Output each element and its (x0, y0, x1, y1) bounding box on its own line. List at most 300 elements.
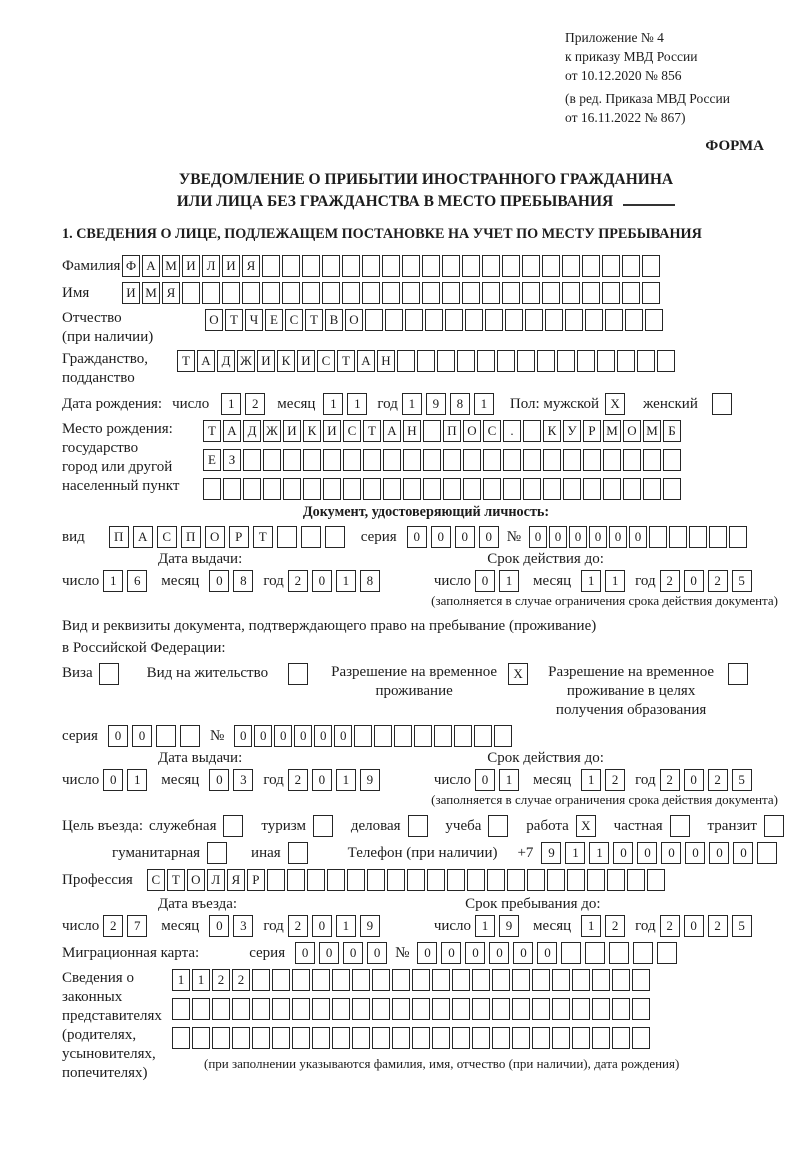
char-cell[interactable] (352, 998, 370, 1020)
char-cell[interactable] (522, 255, 540, 277)
char-cell[interactable]: 1 (127, 769, 147, 791)
char-cell[interactable] (412, 1027, 430, 1049)
char-cell[interactable]: 1 (475, 915, 495, 937)
char-cell[interactable]: 0 (319, 942, 339, 964)
char-cell[interactable]: И (122, 282, 140, 304)
char-cell[interactable]: . (503, 420, 521, 442)
char-cell[interactable] (223, 478, 241, 500)
char-cell[interactable] (637, 350, 655, 372)
char-cell[interactable] (565, 309, 583, 331)
char-cell[interactable] (156, 725, 176, 747)
char-cell[interactable]: С (317, 350, 335, 372)
sex-male-checkbox[interactable]: X (605, 393, 625, 415)
char-cell[interactable] (452, 1027, 470, 1049)
char-cell[interactable]: 9 (541, 842, 561, 864)
char-cell[interactable] (503, 449, 521, 471)
char-cell[interactable]: 1 (499, 570, 519, 592)
char-cell[interactable]: Т (363, 420, 381, 442)
char-cell[interactable] (397, 350, 415, 372)
char-cell[interactable] (482, 282, 500, 304)
char-cell[interactable] (602, 282, 620, 304)
sex-female-checkbox[interactable] (712, 393, 732, 415)
char-cell[interactable] (532, 1027, 550, 1049)
char-cell[interactable] (383, 449, 401, 471)
char-cell[interactable]: А (223, 420, 241, 442)
char-cell[interactable]: 8 (360, 570, 380, 592)
char-cell[interactable] (572, 969, 590, 991)
char-cell[interactable]: 0 (209, 570, 229, 592)
char-cell[interactable] (462, 255, 480, 277)
char-cell[interactable] (365, 309, 383, 331)
char-cell[interactable]: К (303, 420, 321, 442)
char-cell[interactable]: М (162, 255, 180, 277)
char-cell[interactable]: М (603, 420, 621, 442)
purpose-tourism-checkbox[interactable] (313, 815, 333, 837)
char-cell[interactable]: Д (217, 350, 235, 372)
char-cell[interactable]: Н (377, 350, 395, 372)
purpose-private-checkbox[interactable] (670, 815, 690, 837)
char-cell[interactable]: 0 (312, 915, 332, 937)
char-cell[interactable]: 2 (245, 393, 265, 415)
char-cell[interactable] (492, 1027, 510, 1049)
char-cell[interactable] (457, 350, 475, 372)
char-cell[interactable]: Л (202, 255, 220, 277)
char-cell[interactable] (312, 969, 330, 991)
char-cell[interactable] (372, 1027, 390, 1049)
char-cell[interactable] (563, 478, 581, 500)
char-cell[interactable]: 0 (455, 526, 475, 548)
char-cell[interactable]: 0 (629, 526, 647, 548)
char-cell[interactable] (432, 998, 450, 1020)
char-cell[interactable] (532, 969, 550, 991)
purpose-other-checkbox[interactable] (288, 842, 308, 864)
char-cell[interactable] (572, 998, 590, 1020)
char-cell[interactable]: 2 (232, 969, 250, 991)
char-cell[interactable] (583, 478, 601, 500)
char-cell[interactable] (272, 969, 290, 991)
char-cell[interactable] (383, 478, 401, 500)
char-cell[interactable]: 0 (569, 526, 587, 548)
char-cell[interactable]: А (383, 420, 401, 442)
char-cell[interactable] (609, 942, 629, 964)
char-cell[interactable] (452, 998, 470, 1020)
char-cell[interactable] (422, 282, 440, 304)
char-cell[interactable]: 1 (605, 570, 625, 592)
char-cell[interactable] (472, 1027, 490, 1049)
char-cell[interactable] (557, 350, 575, 372)
char-cell[interactable] (729, 526, 747, 548)
char-cell[interactable] (243, 478, 261, 500)
char-cell[interactable] (642, 255, 660, 277)
char-cell[interactable] (642, 282, 660, 304)
char-cell[interactable]: 5 (732, 769, 752, 791)
char-cell[interactable] (585, 942, 605, 964)
char-cell[interactable] (572, 1027, 590, 1049)
residence-permit-checkbox[interactable] (288, 663, 308, 685)
char-cell[interactable] (597, 350, 615, 372)
char-cell[interactable]: 1 (347, 393, 367, 415)
char-cell[interactable] (403, 478, 421, 500)
char-cell[interactable]: 0 (684, 915, 704, 937)
char-cell[interactable]: 5 (732, 570, 752, 592)
char-cell[interactable] (663, 449, 681, 471)
char-cell[interactable]: 0 (209, 915, 229, 937)
char-cell[interactable] (561, 942, 581, 964)
char-cell[interactable]: 5 (732, 915, 752, 937)
char-cell[interactable]: 2 (708, 915, 728, 937)
char-cell[interactable] (587, 869, 605, 891)
char-cell[interactable]: 0 (295, 942, 315, 964)
char-cell[interactable] (454, 725, 472, 747)
char-cell[interactable] (172, 1027, 190, 1049)
char-cell[interactable] (603, 449, 621, 471)
char-cell[interactable] (203, 478, 221, 500)
char-cell[interactable]: 0 (537, 942, 557, 964)
char-cell[interactable] (472, 998, 490, 1020)
char-cell[interactable] (437, 350, 455, 372)
char-cell[interactable] (512, 998, 530, 1020)
char-cell[interactable]: 0 (254, 725, 272, 747)
char-cell[interactable] (363, 478, 381, 500)
purpose-humanitarian-checkbox[interactable] (207, 842, 227, 864)
char-cell[interactable] (474, 725, 492, 747)
char-cell[interactable] (612, 998, 630, 1020)
char-cell[interactable]: О (623, 420, 641, 442)
char-cell[interactable]: 0 (312, 769, 332, 791)
char-cell[interactable] (645, 309, 663, 331)
char-cell[interactable]: И (297, 350, 315, 372)
char-cell[interactable]: А (197, 350, 215, 372)
purpose-study-checkbox[interactable] (488, 815, 508, 837)
char-cell[interactable]: 1 (103, 570, 123, 592)
char-cell[interactable] (552, 1027, 570, 1049)
char-cell[interactable] (212, 998, 230, 1020)
char-cell[interactable]: 1 (336, 570, 356, 592)
char-cell[interactable]: 9 (426, 393, 446, 415)
char-cell[interactable] (352, 1027, 370, 1049)
char-cell[interactable] (322, 255, 340, 277)
char-cell[interactable]: 0 (685, 842, 705, 864)
char-cell[interactable]: 0 (661, 842, 681, 864)
char-cell[interactable]: 0 (312, 570, 332, 592)
char-cell[interactable]: 0 (417, 942, 437, 964)
char-cell[interactable] (382, 282, 400, 304)
char-cell[interactable]: С (147, 869, 165, 891)
char-cell[interactable]: 0 (314, 725, 332, 747)
char-cell[interactable]: 0 (637, 842, 657, 864)
char-cell[interactable] (292, 1027, 310, 1049)
char-cell[interactable] (622, 282, 640, 304)
char-cell[interactable]: Д (243, 420, 261, 442)
char-cell[interactable] (423, 478, 441, 500)
char-cell[interactable]: 1 (336, 769, 356, 791)
char-cell[interactable]: 9 (360, 769, 380, 791)
char-cell[interactable] (343, 478, 361, 500)
char-cell[interactable]: 7 (127, 915, 147, 937)
char-cell[interactable]: Т (305, 309, 323, 331)
char-cell[interactable]: 1 (323, 393, 343, 415)
char-cell[interactable]: 2 (605, 769, 625, 791)
char-cell[interactable] (242, 282, 260, 304)
char-cell[interactable] (563, 449, 581, 471)
char-cell[interactable] (532, 998, 550, 1020)
char-cell[interactable] (483, 478, 501, 500)
char-cell[interactable]: С (285, 309, 303, 331)
char-cell[interactable] (252, 998, 270, 1020)
char-cell[interactable]: 0 (334, 725, 352, 747)
char-cell[interactable] (505, 309, 523, 331)
char-cell[interactable] (562, 282, 580, 304)
char-cell[interactable] (487, 869, 505, 891)
char-cell[interactable] (482, 255, 500, 277)
char-cell[interactable]: С (157, 526, 177, 548)
char-cell[interactable] (412, 998, 430, 1020)
char-cell[interactable] (543, 449, 561, 471)
char-cell[interactable]: 0 (613, 842, 633, 864)
char-cell[interactable]: О (187, 869, 205, 891)
char-cell[interactable] (232, 1027, 250, 1049)
char-cell[interactable] (643, 449, 661, 471)
char-cell[interactable] (463, 449, 481, 471)
char-cell[interactable] (362, 282, 380, 304)
char-cell[interactable]: 1 (581, 570, 601, 592)
char-cell[interactable] (485, 309, 503, 331)
char-cell[interactable] (617, 350, 635, 372)
char-cell[interactable] (212, 1027, 230, 1049)
char-cell[interactable] (605, 309, 623, 331)
char-cell[interactable] (180, 725, 200, 747)
char-cell[interactable] (403, 449, 421, 471)
char-cell[interactable] (523, 420, 541, 442)
purpose-transit-checkbox[interactable] (764, 815, 784, 837)
char-cell[interactable]: 0 (431, 526, 451, 548)
char-cell[interactable]: 0 (733, 842, 753, 864)
char-cell[interactable] (477, 350, 495, 372)
char-cell[interactable] (292, 998, 310, 1020)
char-cell[interactable]: П (109, 526, 129, 548)
char-cell[interactable]: Ф (122, 255, 140, 277)
char-cell[interactable] (302, 255, 320, 277)
char-cell[interactable] (392, 969, 410, 991)
char-cell[interactable] (592, 1027, 610, 1049)
char-cell[interactable] (307, 869, 325, 891)
char-cell[interactable] (443, 478, 461, 500)
char-cell[interactable] (627, 869, 645, 891)
char-cell[interactable] (302, 282, 320, 304)
char-cell[interactable]: 1 (499, 769, 519, 791)
char-cell[interactable]: Я (242, 255, 260, 277)
char-cell[interactable] (465, 309, 483, 331)
char-cell[interactable] (537, 350, 555, 372)
char-cell[interactable] (583, 449, 601, 471)
char-cell[interactable]: 1 (474, 393, 494, 415)
char-cell[interactable]: Н (403, 420, 421, 442)
char-cell[interactable]: М (643, 420, 661, 442)
char-cell[interactable] (387, 869, 405, 891)
char-cell[interactable] (263, 478, 281, 500)
char-cell[interactable] (502, 282, 520, 304)
char-cell[interactable] (523, 478, 541, 500)
char-cell[interactable] (432, 969, 450, 991)
char-cell[interactable] (385, 309, 403, 331)
char-cell[interactable] (632, 969, 650, 991)
char-cell[interactable]: 1 (589, 842, 609, 864)
char-cell[interactable] (402, 282, 420, 304)
char-cell[interactable] (512, 1027, 530, 1049)
char-cell[interactable] (301, 526, 321, 548)
char-cell[interactable]: 3 (233, 915, 253, 937)
char-cell[interactable]: 2 (660, 769, 680, 791)
char-cell[interactable] (562, 255, 580, 277)
char-cell[interactable]: 0 (234, 725, 252, 747)
char-cell[interactable] (252, 1027, 270, 1049)
char-cell[interactable]: 0 (367, 942, 387, 964)
char-cell[interactable] (362, 255, 380, 277)
char-cell[interactable] (267, 869, 285, 891)
char-cell[interactable]: 0 (343, 942, 363, 964)
char-cell[interactable] (522, 282, 540, 304)
char-cell[interactable] (342, 255, 360, 277)
char-cell[interactable]: Р (247, 869, 265, 891)
char-cell[interactable] (272, 998, 290, 1020)
char-cell[interactable]: Я (227, 869, 245, 891)
char-cell[interactable]: И (257, 350, 275, 372)
char-cell[interactable]: Р (229, 526, 249, 548)
char-cell[interactable]: 2 (212, 969, 230, 991)
char-cell[interactable]: 1 (581, 769, 601, 791)
char-cell[interactable] (592, 998, 610, 1020)
char-cell[interactable] (322, 282, 340, 304)
char-cell[interactable]: 9 (499, 915, 519, 937)
char-cell[interactable] (372, 998, 390, 1020)
char-cell[interactable]: Т (337, 350, 355, 372)
char-cell[interactable]: 0 (529, 526, 547, 548)
char-cell[interactable] (443, 449, 461, 471)
char-cell[interactable]: Я (162, 282, 180, 304)
char-cell[interactable] (363, 449, 381, 471)
char-cell[interactable] (582, 255, 600, 277)
char-cell[interactable] (182, 282, 200, 304)
char-cell[interactable] (312, 1027, 330, 1049)
char-cell[interactable]: 2 (288, 570, 308, 592)
char-cell[interactable] (657, 942, 677, 964)
char-cell[interactable]: Т (253, 526, 273, 548)
char-cell[interactable] (392, 1027, 410, 1049)
char-cell[interactable]: 1 (565, 842, 585, 864)
char-cell[interactable] (392, 998, 410, 1020)
char-cell[interactable]: 0 (475, 570, 495, 592)
char-cell[interactable]: 0 (684, 769, 704, 791)
char-cell[interactable]: 1 (581, 915, 601, 937)
char-cell[interactable]: 2 (660, 570, 680, 592)
char-cell[interactable] (552, 969, 570, 991)
char-cell[interactable]: Р (583, 420, 601, 442)
char-cell[interactable] (303, 478, 321, 500)
char-cell[interactable]: Е (265, 309, 283, 331)
char-cell[interactable]: 0 (549, 526, 567, 548)
char-cell[interactable]: 0 (132, 725, 152, 747)
char-cell[interactable] (643, 478, 661, 500)
char-cell[interactable] (452, 969, 470, 991)
char-cell[interactable] (442, 255, 460, 277)
temp-residence-checkbox[interactable]: X (508, 663, 528, 685)
char-cell[interactable] (542, 282, 560, 304)
char-cell[interactable]: А (133, 526, 153, 548)
char-cell[interactable]: 2 (103, 915, 123, 937)
char-cell[interactable] (343, 449, 361, 471)
char-cell[interactable] (402, 255, 420, 277)
char-cell[interactable] (492, 969, 510, 991)
char-cell[interactable] (663, 478, 681, 500)
char-cell[interactable] (272, 1027, 290, 1049)
char-cell[interactable] (222, 282, 240, 304)
char-cell[interactable] (507, 869, 525, 891)
char-cell[interactable]: Е (203, 449, 221, 471)
purpose-official-checkbox[interactable] (223, 815, 243, 837)
char-cell[interactable] (262, 255, 280, 277)
char-cell[interactable]: 0 (479, 526, 499, 548)
char-cell[interactable] (612, 969, 630, 991)
char-cell[interactable]: 0 (513, 942, 533, 964)
char-cell[interactable]: 1 (402, 393, 422, 415)
char-cell[interactable] (545, 309, 563, 331)
char-cell[interactable]: П (181, 526, 201, 548)
char-cell[interactable]: С (343, 420, 361, 442)
char-cell[interactable] (547, 869, 565, 891)
char-cell[interactable] (447, 869, 465, 891)
char-cell[interactable]: И (323, 420, 341, 442)
char-cell[interactable] (503, 478, 521, 500)
char-cell[interactable] (689, 526, 707, 548)
char-cell[interactable]: 0 (709, 842, 729, 864)
char-cell[interactable] (243, 449, 261, 471)
char-cell[interactable]: Т (225, 309, 243, 331)
char-cell[interactable]: 2 (708, 570, 728, 592)
char-cell[interactable]: 8 (233, 570, 253, 592)
char-cell[interactable]: Т (203, 420, 221, 442)
char-cell[interactable] (417, 350, 435, 372)
char-cell[interactable] (467, 869, 485, 891)
char-cell[interactable] (325, 526, 345, 548)
char-cell[interactable]: Т (167, 869, 185, 891)
char-cell[interactable]: Ж (263, 420, 281, 442)
char-cell[interactable]: 0 (108, 725, 128, 747)
char-cell[interactable] (434, 725, 452, 747)
char-cell[interactable] (669, 526, 687, 548)
char-cell[interactable] (494, 725, 512, 747)
char-cell[interactable]: О (205, 526, 225, 548)
char-cell[interactable] (527, 869, 545, 891)
char-cell[interactable] (502, 255, 520, 277)
char-cell[interactable]: В (325, 309, 343, 331)
char-cell[interactable] (497, 350, 515, 372)
char-cell[interactable] (172, 998, 190, 1020)
char-cell[interactable] (423, 449, 441, 471)
char-cell[interactable] (332, 969, 350, 991)
char-cell[interactable] (414, 725, 432, 747)
char-cell[interactable]: 2 (708, 769, 728, 791)
char-cell[interactable] (582, 282, 600, 304)
char-cell[interactable]: Ж (237, 350, 255, 372)
char-cell[interactable] (633, 942, 653, 964)
char-cell[interactable] (192, 998, 210, 1020)
char-cell[interactable] (577, 350, 595, 372)
char-cell[interactable] (623, 478, 641, 500)
char-cell[interactable]: К (543, 420, 561, 442)
char-cell[interactable] (622, 255, 640, 277)
char-cell[interactable]: Т (177, 350, 195, 372)
char-cell[interactable] (422, 255, 440, 277)
